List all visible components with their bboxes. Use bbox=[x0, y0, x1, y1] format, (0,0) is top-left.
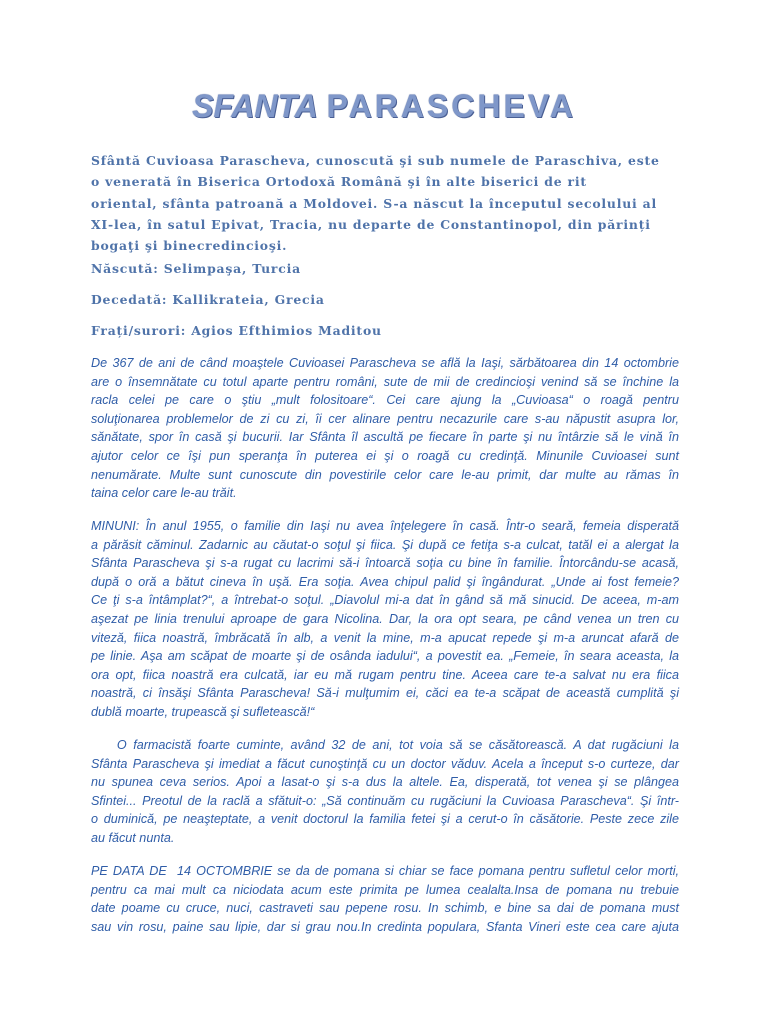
paragraph-line: ajutor celor ce îşi pun speranţa în puterea ei şi o roagă cu credinţă. Minunile Cuvioasei sunt bbox=[91, 448, 679, 463]
paragraph-line: De 367 de ani de când moaştele Cuvioasei Parascheva se află la Iaşi, sărbătoarea din 14 octombrie bbox=[91, 356, 679, 370]
paragraph-line: taina celor care le-au trăit. bbox=[91, 486, 237, 501]
fact-died: Decedată: Kallikrateia, Grecia bbox=[91, 292, 325, 307]
paragraph-miracles bbox=[91, 517, 679, 722]
paragraph-line: O farmacistă foarte cuminte, având 32 de ani, tot voia să se căsătorească. A dat rugăciuni la bbox=[91, 738, 679, 752]
paragraph-line: pe linie. Aşa am scăpat de moarte şi de osânda iadului“, a povestit ea. „Femeie, în seara aceasta, la bbox=[91, 649, 679, 664]
paragraph-line: nenumărate. Multe sunt cunoscute din povestirile celor care le-au primit, dar multe au rămas în bbox=[91, 467, 679, 482]
paragraph-line: soluţionarea problemelor de zi cu zi, îi cer alinare pentru necazurile care s-au năpustit asupra lor, bbox=[91, 411, 679, 426]
paragraph-october-14 bbox=[91, 862, 679, 936]
paragraph-line: date poame cu cruce, nuci, castraveti sau pepene rosu. In schimb, e bine sa dai de pomana must bbox=[91, 901, 679, 916]
paragraph-line: sau vin rosu, paine sau lipie, dar si grau nou.In credinta populara, Sfanta Vineri este cea care ajuta bbox=[91, 919, 679, 934]
paragraph-line: pentru ca mai mult ca niciodata acum este primita pe lumea cealalta.Insa de pomana nu trebuie bbox=[91, 882, 679, 897]
paragraph-line: racla celei pe care o ştiu „mult folositoare“. Cei care ajung la „Cuvioasa“ o roagă pentru bbox=[91, 393, 679, 408]
intro-line: Sfântă Cuvioasa Parascheva, cunoscută şi sub numele de Paraschiva, este bbox=[91, 153, 660, 168]
paragraph-line: viteză, fiica noastră, îmbrăcată în alb, a venit la mine, m-a apucat repede şi m-a aruncat afară de bbox=[91, 630, 679, 645]
intro-line: XI-lea, în satul Epivat, Tracia, nu departe de Constantinopol, din părinți bbox=[91, 216, 651, 232]
paragraph-line: a părăsit căminul. Zadarnic au căutat-o soţul şi fiica. Şi după ce fetiţa s-a culcat, tatăl ei a alergat la bbox=[91, 537, 679, 552]
intro-line: o venerată în Biserica Ortodoxă Română şi în alte biserici de rit bbox=[91, 174, 587, 190]
paragraph-line: Sfintei... Preotul de la raclă a sfătuit-o: „Să continuăm cu rugăciuni la Cuvioasa Parascheva“. Şi într- bbox=[91, 793, 679, 808]
paragraph-pharmacist bbox=[91, 736, 679, 848]
paragraph-line: nu spunea ceva serios. Apoi a lasat-o şi s-a dus la altele. Ea, disperată, tot venea şi se plângea bbox=[91, 775, 679, 790]
document-title bbox=[0, 88, 768, 125]
title-word-1: SFANTA bbox=[192, 88, 318, 124]
paragraph-line: aşezat pe linia trenului aproape de gara Nicolina. Dar, la ora opt seara, pe când venea un tren cu bbox=[91, 611, 679, 626]
paragraph-line: are o însemnătate cu totul aparte pentru români, sute de mii de credincioşi venind să se închine la bbox=[91, 374, 679, 389]
paragraph-line: după o oră a bătut cineva în uşă. Era soţia. Avea chipul palid şi îngândurat. „Unde ai fost femeie? bbox=[91, 574, 679, 589]
paragraph-line: dublă moarte, trupească şi sufletească!“ bbox=[91, 704, 315, 719]
intro-line: oriental, sfânta patroană a Moldovei. S-a născut la începutul secolului al bbox=[91, 195, 658, 211]
fact-siblings: Frați/surori: Agios Efthimios Maditou bbox=[91, 323, 382, 338]
paragraph-line: PE DATA DE 14 OCTOMBRIE se da de pomana si chiar se face pomana pentru sufletul celor morti, bbox=[91, 864, 679, 878]
paragraph-line: noastră, ci însăşi Sfânta Parascheva! Să-i mulţumim ei, căci ea te-a scăpat de această cumplită şi bbox=[91, 686, 679, 701]
paragraph-line: Sfânta Parascheva şi s-a rugat cu lacrimi să-i întoarcă soţia cu bine în familie. Întorcându-se acasă, bbox=[91, 556, 679, 571]
intro-paragraph bbox=[91, 150, 677, 256]
paragraph-line: au făcut nunta. bbox=[91, 830, 175, 845]
paragraph-line: ora opt, fiica noastră era culcată, iar eu mă rugam pentru tine. Aceea care te-a salvat nu era fiica bbox=[91, 667, 679, 682]
intro-line: bogaţi şi binecredincioşi. bbox=[91, 238, 288, 254]
paragraph-line: sănătate, spor în casă şi bucurii. Iar Sfânta îl ascultă pe fiecare în parte şi nu întârzie să le vină în bbox=[91, 430, 679, 445]
paragraph-relics bbox=[91, 354, 679, 503]
paragraph-line: Sfânta Parascheva şi imediat a făcut cunoştinţă cu un doctor văduv. Acela a început s-o curteze, dar bbox=[91, 756, 679, 771]
paragraph-line: o duminică, pe neaşteptate, a venit doctorul la familia fetei şi a cerut-o în căsătorie. Peste zece zile bbox=[91, 812, 679, 827]
title-word-2: PARASCHEVA bbox=[326, 88, 576, 124]
fact-born: Născută: Selimpaşa, Turcia bbox=[91, 261, 301, 276]
paragraph-line: Ce ţi s-a întâmplat?“, a întrebat-o soţul. „Diavolul mi-a dat în gând să mă sinucid. De aceea, m-am bbox=[91, 593, 679, 608]
paragraph-line: MINUNI: În anul 1955, o familie din Iaşi nu avea înţelegere în casă. Într-o seară, femeia disperată bbox=[91, 519, 679, 533]
